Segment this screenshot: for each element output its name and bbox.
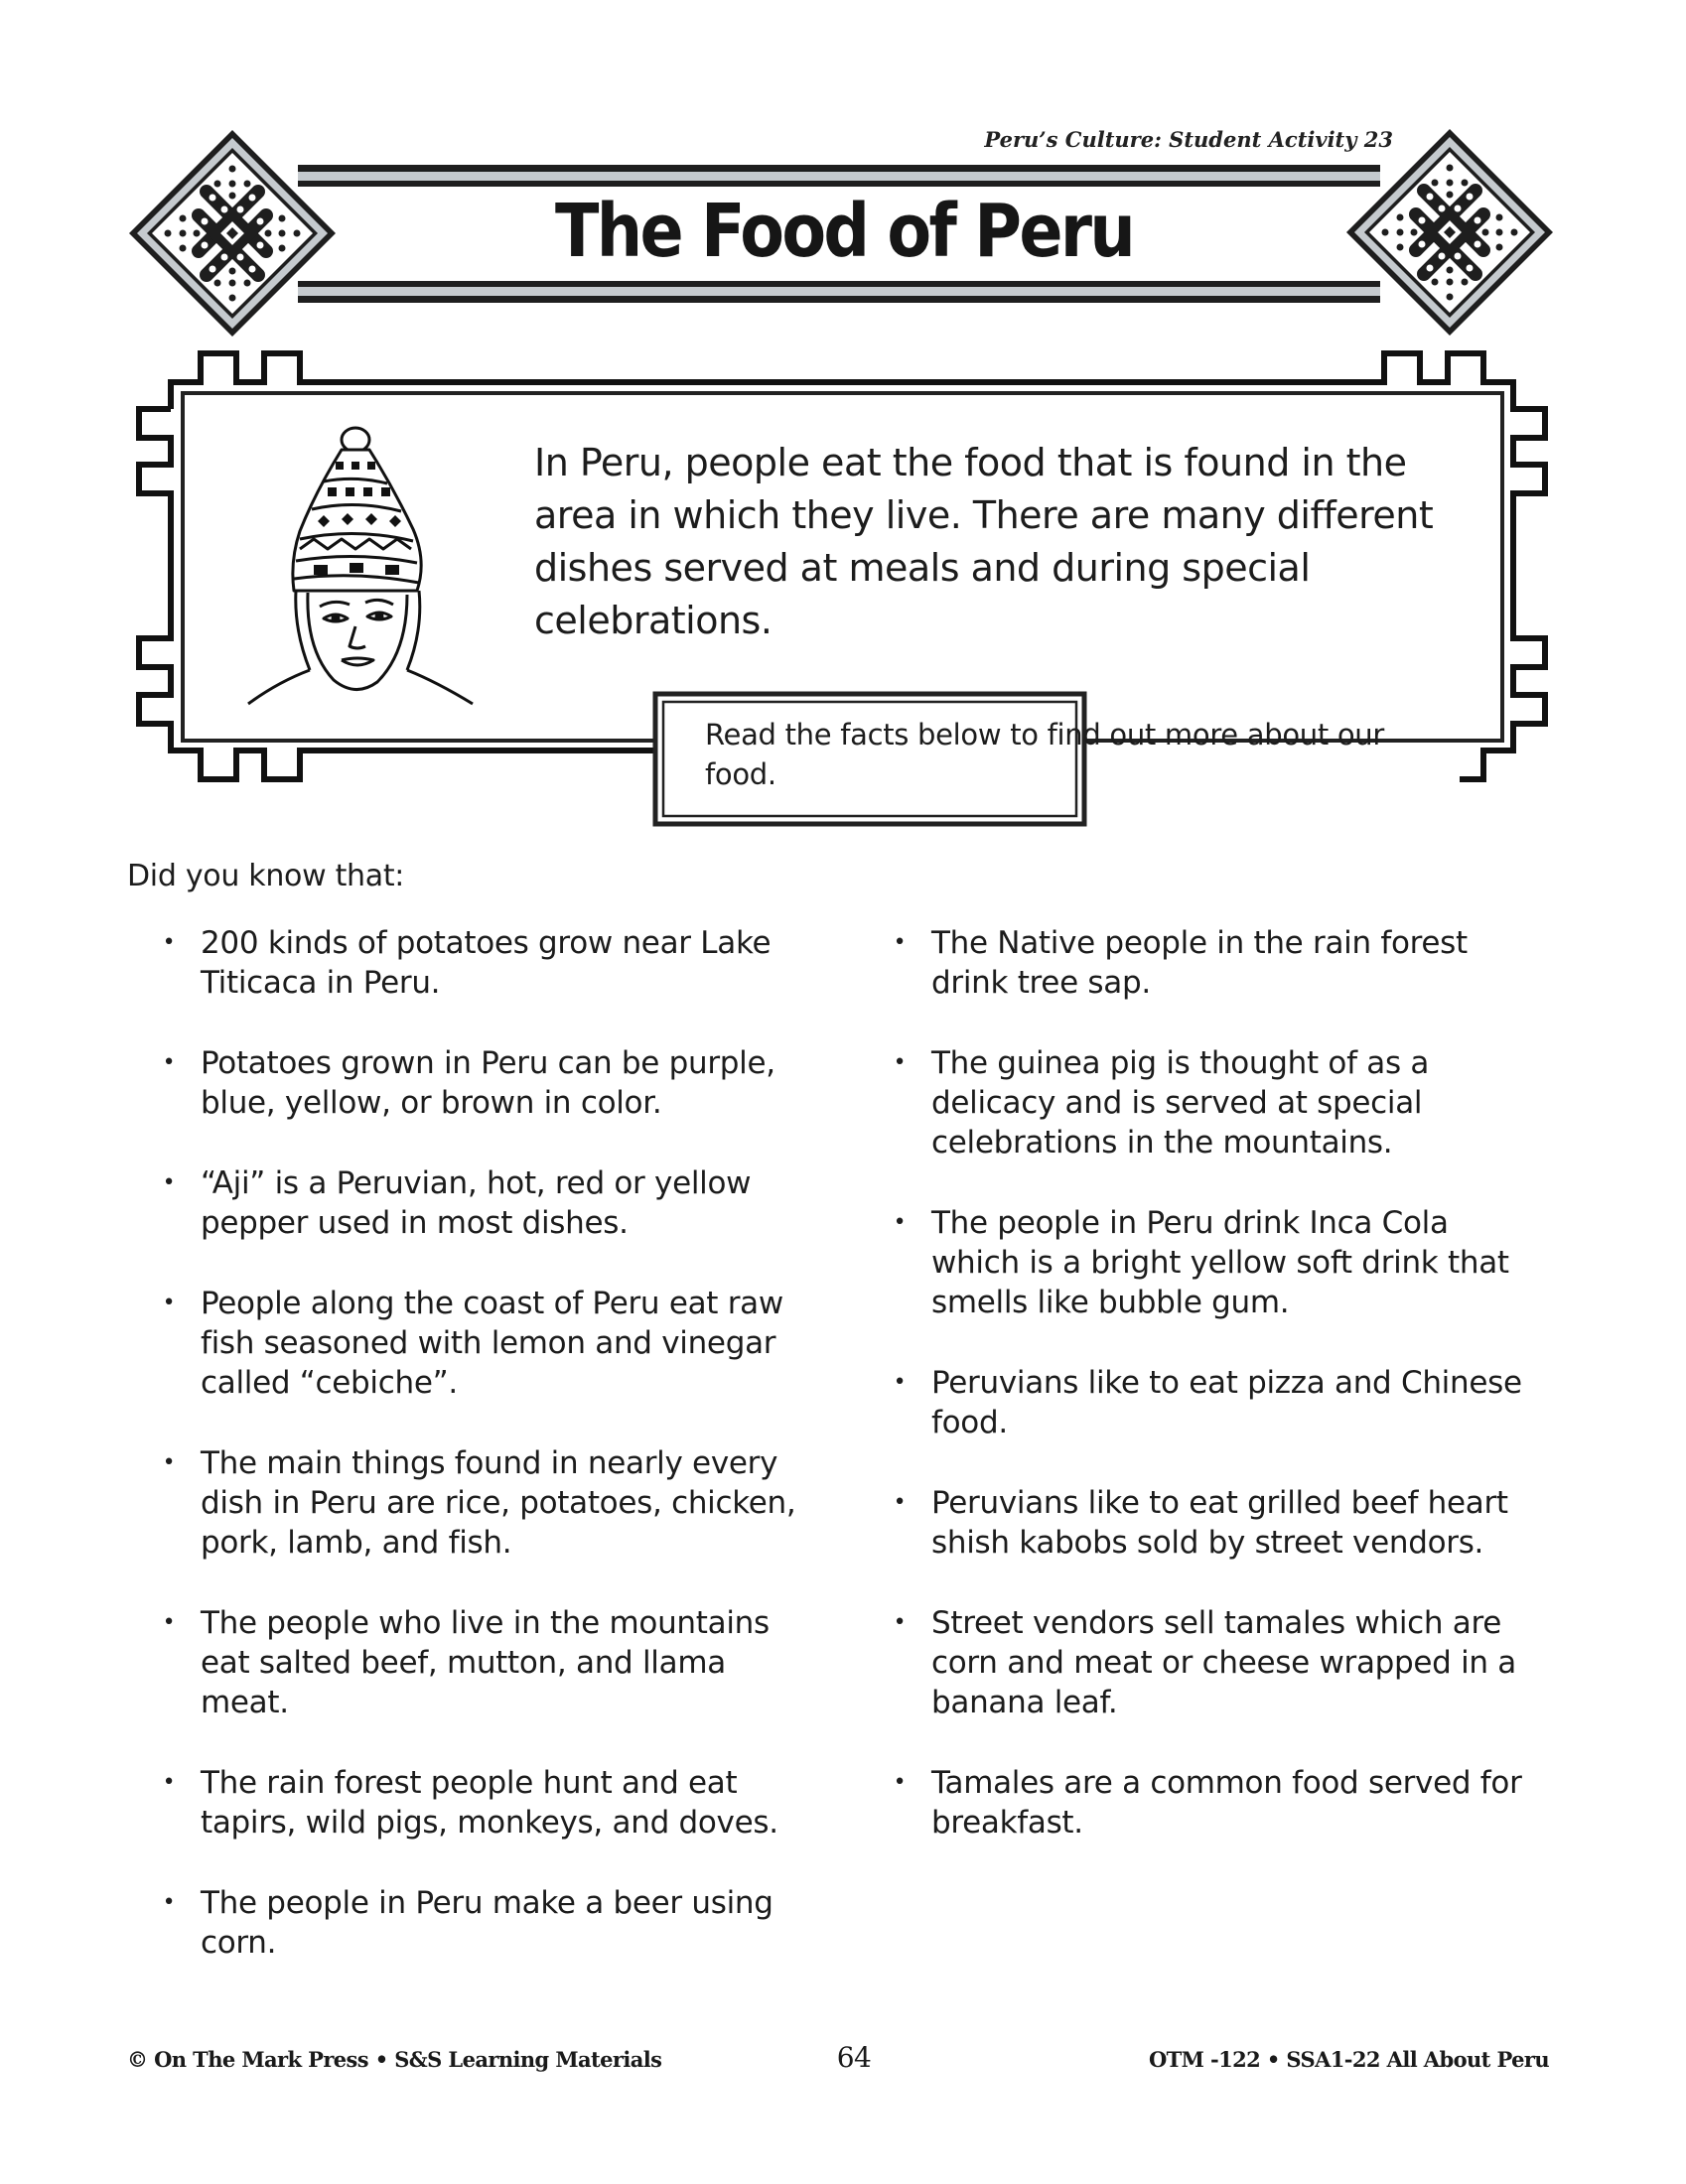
footer-product-code: OTM -122 • SSA1-22 All About Peru bbox=[1148, 2047, 1549, 2072]
bullet-icon: • bbox=[162, 1291, 176, 1315]
activity-label: Peru’s Culture: Student Activity 23 bbox=[984, 127, 1393, 152]
facts-right-column bbox=[890, 923, 1545, 1883]
bullet-icon: • bbox=[162, 930, 176, 955]
bullet-icon: • bbox=[893, 1370, 907, 1395]
bullet-icon: • bbox=[162, 1610, 176, 1635]
bullet-icon: • bbox=[893, 1210, 907, 1235]
bullet-icon: • bbox=[893, 1770, 907, 1795]
peruvian-portrait-illustration-icon bbox=[238, 422, 516, 710]
fact-item: • The people in Peru drink Inca Cola which is a bright yellow soft drink that smells like bubble gum. bbox=[890, 1203, 1545, 1322]
bullet-icon: • bbox=[893, 1610, 907, 1635]
fact-item: • The main things found in nearly every dish in Peru are rice, potatoes, chicken, pork, lamb, and fish. bbox=[159, 1443, 814, 1563]
fact-item: • Peruvians like to eat pizza and Chinese food. bbox=[890, 1363, 1545, 1442]
facts-left-column bbox=[159, 923, 814, 2003]
fact-item: • “Aji” is a Peruvian, hot, red or yellow pepper used in most dishes. bbox=[159, 1163, 814, 1243]
bullet-icon: • bbox=[162, 1450, 176, 1475]
fact-item: • The people who live in the mountains eat salted beef, mutton, and llama meat. bbox=[159, 1603, 814, 1722]
fact-item: • The people in Peru make a beer using corn. bbox=[159, 1883, 814, 1963]
page-number: 64 bbox=[836, 2041, 872, 2074]
fact-item: • Potatoes grown in Peru can be purple, blue, yellow, or brown in color. bbox=[159, 1043, 814, 1123]
intro-paragraph: In Peru, people eat the food that is found in the area in which they live. There are many different dishes served at meals and during special celebrations. bbox=[534, 441, 1434, 642]
facts-lead: Did you know that: bbox=[127, 859, 405, 893]
fact-item: • 200 kinds of potatoes grow near Lake Titicaca in Peru. bbox=[159, 923, 814, 1003]
bullet-icon: • bbox=[162, 1890, 176, 1915]
fact-item: • The rain forest people hunt and eat tapirs, wild pigs, monkeys, and doves. bbox=[159, 1763, 814, 1843]
fact-item: • The Native people in the rain forest drink tree sap. bbox=[890, 923, 1545, 1003]
fact-item: • Peruvians like to eat grilled beef heart shish kabobs sold by street vendors. bbox=[890, 1483, 1545, 1563]
bullet-icon: • bbox=[162, 1770, 176, 1795]
bullet-icon: • bbox=[893, 1490, 907, 1515]
bullet-icon: • bbox=[893, 930, 907, 955]
bullet-icon: • bbox=[162, 1170, 176, 1195]
fact-item: • The guinea pig is thought of as a delicacy and is served at special celebrations in the mountains. bbox=[890, 1043, 1545, 1162]
fact-item: • Tamales are a common food served for breakfast. bbox=[890, 1763, 1545, 1843]
fact-item: • People along the coast of Peru eat raw fish seasoned with lemon and vinegar called “cebiche”. bbox=[159, 1284, 814, 1403]
read-facts-prompt: Read the facts below to find out more about our food. bbox=[705, 718, 1384, 791]
bullet-icon: • bbox=[162, 1050, 176, 1075]
page-title: The Food of Peru bbox=[554, 189, 1134, 274]
bullet-icon: • bbox=[893, 1050, 907, 1075]
footer-publisher: © On The Mark Press • S&S Learning Materials bbox=[127, 2047, 662, 2072]
fact-item: • Street vendors sell tamales which are corn and meat or cheese wrapped in a banana leaf. bbox=[890, 1603, 1545, 1722]
